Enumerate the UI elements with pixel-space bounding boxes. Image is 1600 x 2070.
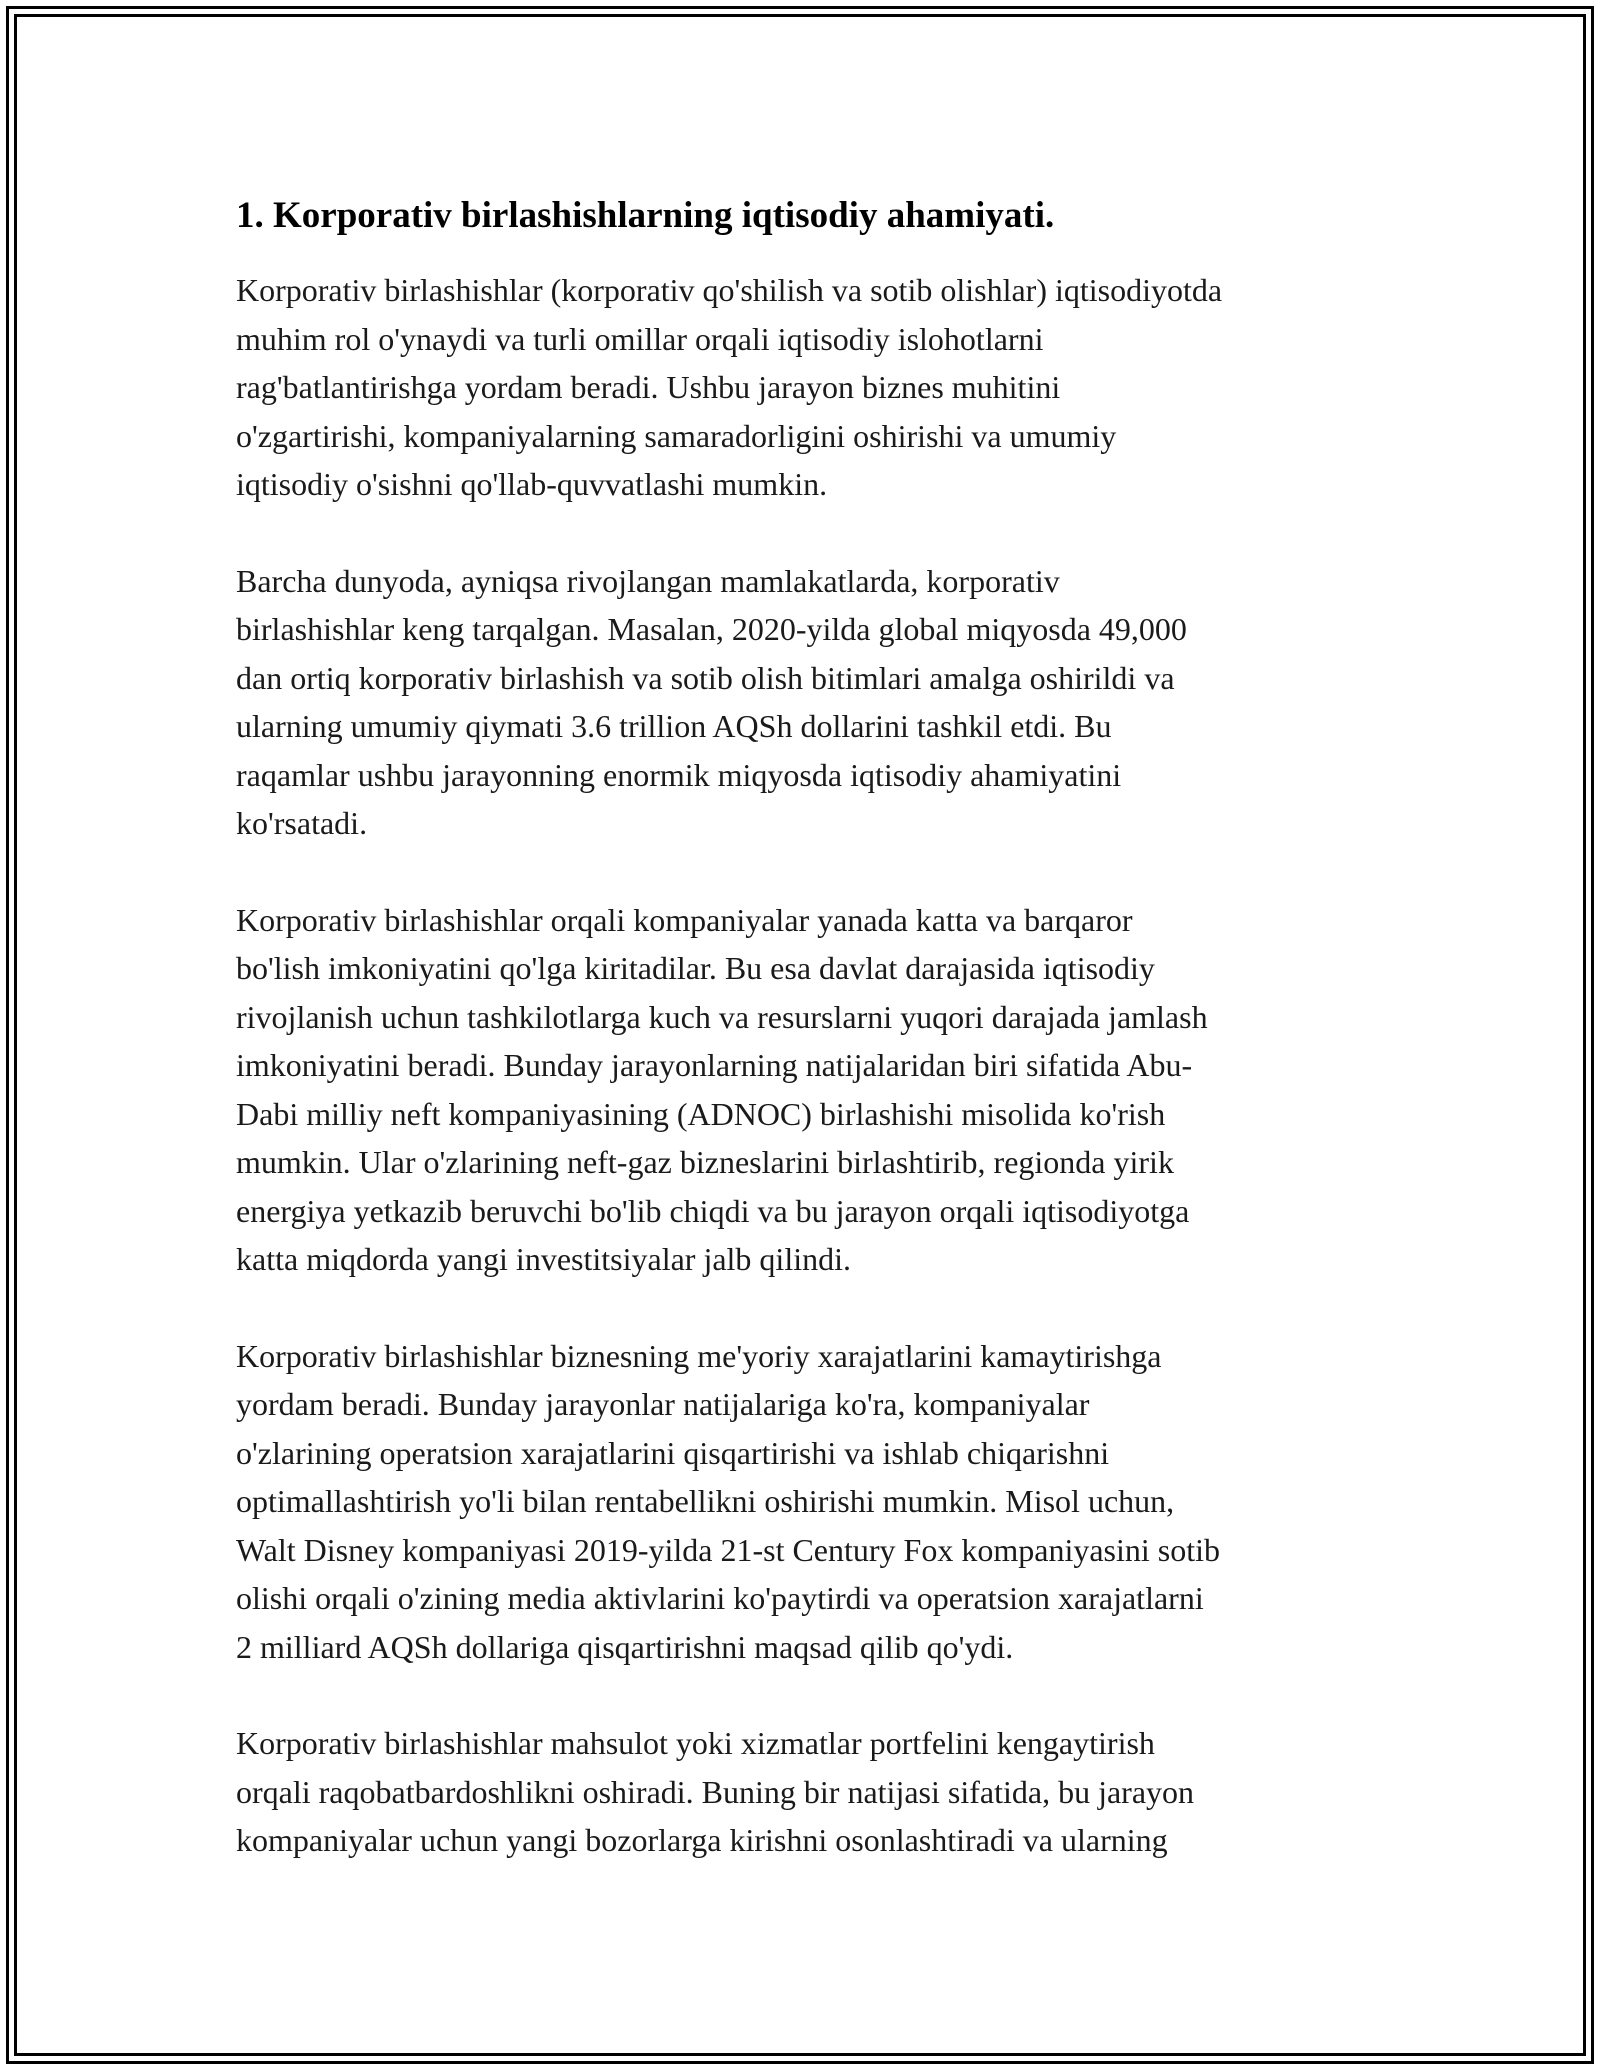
text-line: rivojlanish uchun tashkilotlarga kuch va resurslarni yuqori darajada jamlash — [236, 998, 1208, 1035]
text-line: rag'batlantirishga yordam beradi. Ushbu jarayon biznes muhitini — [236, 369, 1061, 405]
section-heading: 1. Korporativ birlashishlarning iqtisodiy ahamiyati. — [236, 195, 1055, 236]
text-line: Korporativ birlashishlar mahsulot yoki xizmatlar portfelini kengaytirish — [236, 1725, 1155, 1761]
text-line: kompaniyalar uchun yangi bozorlarga kirishni osonlashtiradi va ularning — [236, 1822, 1168, 1858]
text-line: Korporativ birlashishlar biznesning me'yoriy xarajatlarini kamaytirishga — [236, 1337, 1162, 1374]
text-line: 2 milliard AQSh dollariga qisqartirishni maqsad qilib qo'ydi. — [236, 1628, 1014, 1665]
text-line: Barcha dunyoda, ayniqsa rivojlangan mamlakatlarda, korporativ — [236, 562, 1060, 599]
text-line: imkoniyatini beradi. Bunday jarayonlarning natijalaridan biri sifatida Abu- — [236, 1047, 1193, 1083]
text-line: bo'lish imkoniyatini qo'lga kiritadilar. Bu esa davlat darajasida iqtisodiy — [236, 950, 1155, 986]
paragraph — [236, 896, 1366, 1284]
text-line: orqali raqobatbardoshlikni oshiradi. Buning bir natijasi sifatida, bu jarayon — [236, 1773, 1195, 1810]
text-line: ko'rsatadi. — [236, 805, 368, 841]
text-line: energiya yetkazib beruvchi bo'lib chiqdi va bu jarayon orqali iqtisodiyotga — [236, 1192, 1190, 1229]
text-line: Korporativ birlashishlar (korporativ qo'shilish va sotib olishlar) iqtisodiyotda — [236, 272, 1223, 308]
paragraph — [236, 1332, 1366, 1672]
text-line: yordam beradi. Bunday jarayonlar natijalariga ko'ra, kompaniyalar — [236, 1386, 1090, 1422]
text-line: birlashishlar keng tarqalgan. Masalan, 2020-yilda global miqyosda 49,000 — [236, 611, 1187, 647]
paragraph — [236, 557, 1366, 848]
text-line: iqtisodiy o'sishni qo'llab-quvvatlashi mumkin. — [236, 466, 828, 502]
paragraph — [236, 266, 1366, 509]
text-line: dan ortiq korporativ birlashish va sotib olish bitimlari amalga oshirildi va — [236, 659, 1175, 696]
text-line: o'zgartirishi, kompaniyalarning samaradorligini oshirishi va umumiy — [236, 417, 1117, 454]
text-line: optimallashtirish yo'li bilan rentabellikni oshirishi mumkin. Misol uchun, — [236, 1483, 1175, 1519]
text-line: raqamlar ushbu jarayonning enormik miqyosda iqtisodiy ahamiyatini — [236, 756, 1122, 793]
text-line: ularning umumiy qiymati 3.6 trillion AQSh dollarini tashkil etdi. Bu — [236, 708, 1112, 744]
text-line: muhim rol o'ynaydi va turli omillar orqali iqtisodiy islohotlarni — [236, 320, 1044, 357]
text-line: olishi orqali o'zining media aktivlarini ko'paytirdi va operatsion xarajatlarni — [236, 1580, 1204, 1616]
paragraph — [236, 1719, 1366, 1865]
text-line: Walt Disney kompaniyasi 2019-yilda 21-st Century Fox kompaniyasini sotib — [236, 1531, 1220, 1568]
text-line: Korporativ birlashishlar orqali kompaniyalar yanada katta va barqaror — [236, 901, 1133, 938]
text-line: Dabi milliy neft kompaniyasining (ADNOC) birlashishi misolida ko'rish — [236, 1095, 1166, 1132]
text-line: katta miqdorda yangi investitsiyalar jalb qilindi. — [236, 1241, 851, 1277]
text-line: o'zlarining operatsion xarajatlarini qisqartirishi va ishlab chiqarishni — [236, 1434, 1110, 1471]
document-body — [236, 266, 1366, 1865]
text-line: mumkin. Ular o'zlarining neft-gaz bizneslarini birlashtirib, regionda yirik — [236, 1144, 1174, 1180]
document-page — [236, 188, 1366, 1913]
